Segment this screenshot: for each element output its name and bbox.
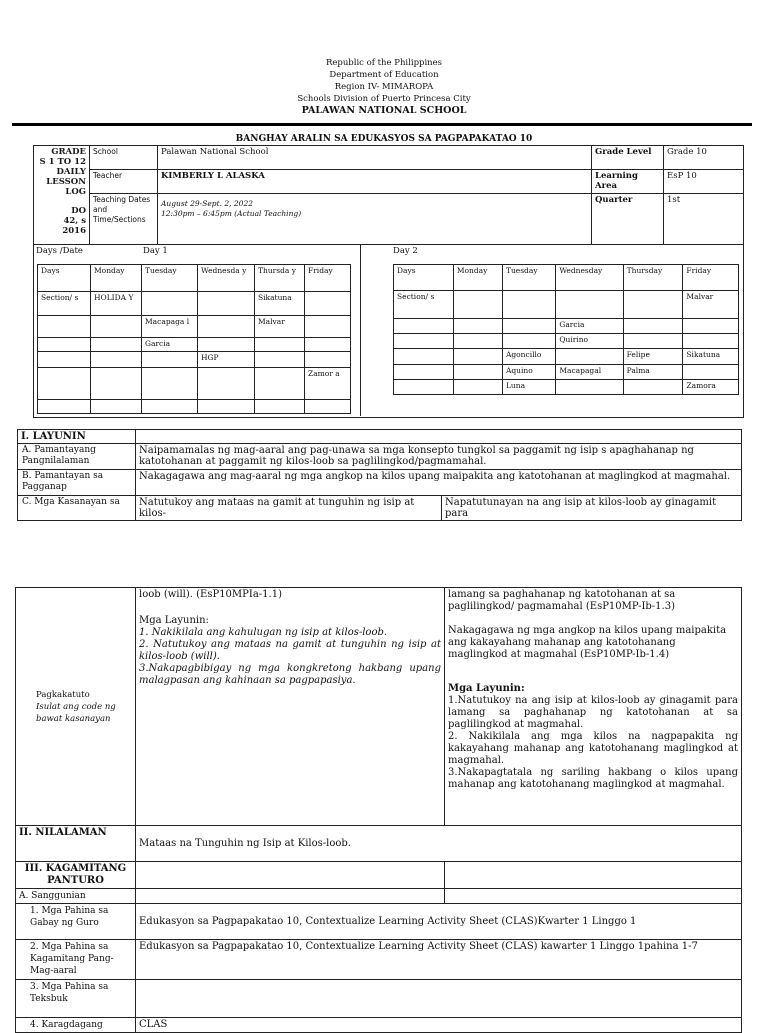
layunin-heading-empty — [136, 430, 742, 444]
d1-h: Friday — [305, 265, 351, 292]
d2-cell — [556, 291, 623, 319]
d1-cell — [142, 400, 198, 414]
d1-cell — [198, 316, 255, 338]
d1-cell: Garcia — [142, 338, 198, 352]
left-item: 2. Natutukoy ang mataas na gamit at tunguhin ng isip at kilos-loob (will). — [139, 639, 441, 662]
d1-cell — [91, 352, 142, 368]
header-republic: Republic of the Philippines — [325, 58, 443, 68]
d2-cell: Palma — [623, 365, 683, 380]
d2-cell: Quirino — [556, 334, 623, 349]
d2-cell: Sikatuna — [683, 349, 739, 365]
kagamitan-empty-left — [136, 862, 445, 889]
d2-cell — [394, 349, 454, 365]
d2-cell: Felipe — [623, 349, 683, 365]
d1-cell: Sikatuna — [255, 292, 305, 316]
d1-h: Tuesday — [142, 265, 198, 292]
d2-cell — [556, 349, 623, 365]
d2-cell — [394, 334, 454, 349]
day2-table — [393, 264, 739, 395]
d1-cell — [91, 400, 142, 414]
days-date-label: Days /Date — [36, 246, 83, 256]
d2-cell: Section/ s — [394, 291, 454, 319]
schedule-divider — [360, 244, 361, 416]
kasanayan-label: C. Mga Kasanayan sa — [18, 496, 136, 521]
info-table — [33, 145, 744, 245]
dates-range: August 29-Sept. 2, 2022 — [161, 199, 253, 209]
d2-cell — [502, 291, 555, 319]
d1-cell: Section/ s — [38, 292, 91, 316]
d1-h: Wednesda y — [198, 265, 255, 292]
d2-h: Friday — [683, 265, 739, 291]
teacher-label: Teacher — [90, 170, 158, 194]
school-label: School — [90, 146, 158, 170]
layunin-table — [17, 429, 742, 521]
dates-label: Teaching Dates and Time/Sections — [90, 194, 158, 245]
d1-cell — [38, 316, 91, 338]
day2-label: Day 2 — [393, 246, 418, 256]
d1-cell — [305, 352, 351, 368]
dates-value — [158, 194, 592, 245]
right-item: 3.Nakapagtatala ng sariling hakbang o kilos upang mahanap ang katotohanang maglingkod at magmahal. — [448, 767, 738, 790]
d2-cell: Agoncillo — [502, 349, 555, 365]
d1-cell — [198, 338, 255, 352]
right-code: lamang sa paghahanap ng katotohanan at sa paglilingkod/ pagmamahal (EsP10MP-Ib-1.3) — [448, 589, 676, 612]
pagkakatuto-cell — [16, 588, 136, 826]
d1-cell — [91, 368, 142, 400]
school-value: Palawan National School — [158, 146, 592, 170]
d1-cell — [142, 352, 198, 368]
quarter-value: 1st — [664, 194, 744, 245]
d2-cell — [453, 334, 502, 349]
d2-cell — [623, 380, 683, 395]
d1-cell — [38, 352, 91, 368]
side-line: DAILY — [56, 167, 86, 177]
d1-cell — [305, 338, 351, 352]
d1-cell — [91, 338, 142, 352]
side-line: 42, s 2016 — [62, 216, 86, 236]
pagganap-label: B. Pamantayan sa Pagganap — [18, 470, 136, 496]
teacher-value: KIMBERLY L ALASKA — [158, 170, 592, 194]
gabay-guro-value: Edukasyon sa Pagpapakatao 10, Contextualize Learning Activity Sheet (CLAS)Kwarter 1 Linggo 1 — [136, 904, 742, 940]
d2-cell: Macapagal — [556, 365, 623, 380]
d2-cell — [623, 291, 683, 319]
d2-cell: Garcia — [556, 319, 623, 334]
pagkakatuto-label: Pagkakatuto — [36, 689, 90, 700]
right-item: 2. Nakikilala ang mga kilos na nagpapakita ng kakayahang mahanap ang katotohanang maglingkod at magmahal. — [448, 731, 738, 766]
sanggunian-empty-left — [136, 889, 445, 904]
karagdagang-label: 4. Karagdagang — [16, 1018, 136, 1033]
karagdagang-value: CLAS — [136, 1018, 742, 1033]
d1-h: Days — [38, 265, 91, 292]
right-item: 1.Natutukoy na ang isip at kilos-loob ay ginagamit para lamang sa paghahanap ng katotohanan at sa paglilingkod at magmahal. — [448, 695, 738, 730]
kasanayan-left-cell — [136, 588, 445, 826]
layunin-heading: I. LAYUNIN — [18, 430, 136, 444]
pagkakatuto-sub: Isulat ang code ng bawat kasanayan — [36, 701, 116, 724]
kasanayan-right: Napatutunayan na ang isip at kilos-loob ay ginagamit para — [442, 496, 742, 521]
d2-h: Monday — [453, 265, 502, 291]
d1-cell — [198, 368, 255, 400]
d1-cell — [255, 352, 305, 368]
d1-cell — [91, 316, 142, 338]
header-deped: Department of Education — [329, 70, 439, 80]
d2-cell: Luna — [502, 380, 555, 395]
kasanayan-right-cell — [445, 588, 742, 826]
teksbuk-label: 3. Mga Pahina sa Teksbuk — [16, 980, 136, 1018]
d1-cell — [198, 400, 255, 414]
quarter-label: Quarter — [592, 194, 664, 245]
d2-cell — [683, 319, 739, 334]
d2-cell — [683, 365, 739, 380]
grade-label: Grade Level — [592, 146, 664, 170]
header-region: Region IV- MIMAROPA — [334, 82, 434, 92]
nilalaman-value: Mataas na Tunguhin ng Isip at Kilos-loob. — [136, 826, 742, 862]
kagamitan-label: III. KAGAMITANG PANTURO — [16, 862, 136, 889]
d1-cell: Zamor a — [305, 368, 351, 400]
d2-cell — [502, 319, 555, 334]
d2-cell: Zamora — [683, 380, 739, 395]
pamantayang-value: Naipamamalas ng mag-aaral ang pag-unawa sa mga konsepto tungkol sa paggamit ng isip s apaghahanap ng katotohanan at paggamit ng kilos-loob sa paglilingkod/pagmamahal. — [136, 444, 742, 470]
d1-cell: HGP — [198, 352, 255, 368]
d2-cell — [453, 291, 502, 319]
side-line: S 1 TO 12 — [39, 157, 86, 167]
d1-cell — [142, 292, 198, 316]
d1-cell: HOLIDA Y — [91, 292, 142, 316]
doc-title: BANGHAY ARALIN SA EDUKASYOS SA PAGPAPAKATAO 10 — [235, 134, 533, 144]
d1-h: Thursda y — [255, 265, 305, 292]
header-division: Schools Division of Puerto Princesa City — [297, 94, 471, 104]
d1-cell — [38, 400, 91, 414]
d1-cell — [305, 292, 351, 316]
sanggunian-empty-right — [445, 889, 742, 904]
d2-cell — [394, 365, 454, 380]
area-value: EsP 10 — [664, 170, 744, 194]
left-code: loob (will). (EsP10MPIa-1.1) — [139, 589, 282, 600]
d1-cell — [198, 292, 255, 316]
side-line: DO — [71, 206, 86, 216]
day1-table — [37, 264, 351, 414]
d2-cell: Malvar — [683, 291, 739, 319]
d1-cell: Malvar — [255, 316, 305, 338]
d2-h: Wednesday — [556, 265, 623, 291]
dll-side-label — [34, 146, 90, 245]
d2-cell — [453, 319, 502, 334]
d2-cell — [394, 380, 454, 395]
right-mid: Nakagagawa ng mga angkop na kilos upang maipakita ang kakayahang mahanap ang katotohanang maglingkod at magmahal (EsP10MP-Ib-1.4) — [448, 625, 727, 660]
header-rule — [12, 123, 752, 126]
d2-cell — [556, 380, 623, 395]
sanggunian-label: A. Sanggunian — [16, 889, 136, 904]
teksbuk-value — [136, 980, 742, 1018]
dates-time: 12:30pm – 6:45pm (Actual Teaching) — [161, 209, 302, 219]
nilalaman-label: II. NILALAMAN — [16, 826, 136, 862]
d2-cell — [453, 349, 502, 365]
d1-cell — [305, 316, 351, 338]
d2-h: Days — [394, 265, 454, 291]
side-line: GRADE — [51, 147, 86, 157]
gabay-guro-label: 1. Mga Pahina sa Gabay ng Guro — [16, 904, 136, 940]
d1-cell — [38, 368, 91, 400]
left-layunin-title: Mga Layunin: — [139, 615, 209, 626]
lesson-table-continued — [15, 587, 742, 1033]
d1-cell: Macapaga l — [142, 316, 198, 338]
header-school-name: PALAWAN NATIONAL SCHOOL — [301, 105, 467, 116]
d2-cell — [453, 380, 502, 395]
d2-cell — [683, 334, 739, 349]
d2-cell — [623, 319, 683, 334]
d1-cell — [255, 400, 305, 414]
day1-label: Day 1 — [143, 246, 168, 256]
grade-value: Grade 10 — [664, 146, 744, 170]
d1-cell — [255, 368, 305, 400]
d1-h: Monday — [91, 265, 142, 292]
d1-cell — [255, 338, 305, 352]
area-label: Learning Area — [592, 170, 664, 194]
d2-h: Thursday — [623, 265, 683, 291]
kasanayan-left: Natutukoy ang mataas na gamit at tunguhin ng isip at kilos- — [136, 496, 442, 521]
d1-cell — [38, 338, 91, 352]
kagamitan-empty-right — [445, 862, 742, 889]
d2-cell — [394, 319, 454, 334]
d1-cell — [142, 368, 198, 400]
pamantayang-label: A. Pamantayang Pangnilalaman — [18, 444, 136, 470]
d2-cell — [502, 334, 555, 349]
d2-h: Tuesday — [502, 265, 555, 291]
left-item: 3.Nakapagbibigay ng mga kongkretong hakbang upang malagpasan ang kahinaan sa pagpapasiya. — [139, 663, 441, 686]
d1-cell — [305, 400, 351, 414]
side-line: LESSON — [46, 177, 86, 187]
left-item: 1. Nakikilala ang kahulugan ng isip at kilos-loob. — [139, 627, 388, 638]
d2-cell — [453, 365, 502, 380]
d2-cell: Aquino — [502, 365, 555, 380]
side-line: LOG — [65, 187, 86, 197]
kagamitang-pang-mag-aaral-value: Edukasyon sa Pagpapakatao 10, Contextualize Learning Activity Sheet (CLAS) kawarter 1 Linggo 1pahina 1-7 — [136, 940, 742, 980]
right-layunin-title: Mga Layunin: — [448, 683, 525, 694]
d2-cell — [623, 334, 683, 349]
pagganap-value: Nakagagawa ang mag-aaral ng mga angkop na kilos upang maipakita ang katotohanan at maglingkod at magmahal. — [136, 470, 742, 496]
kagamitang-pang-mag-aaral-label: 2. Mga Pahina sa Kagamitang Pang-Mag-aaral — [16, 940, 136, 980]
